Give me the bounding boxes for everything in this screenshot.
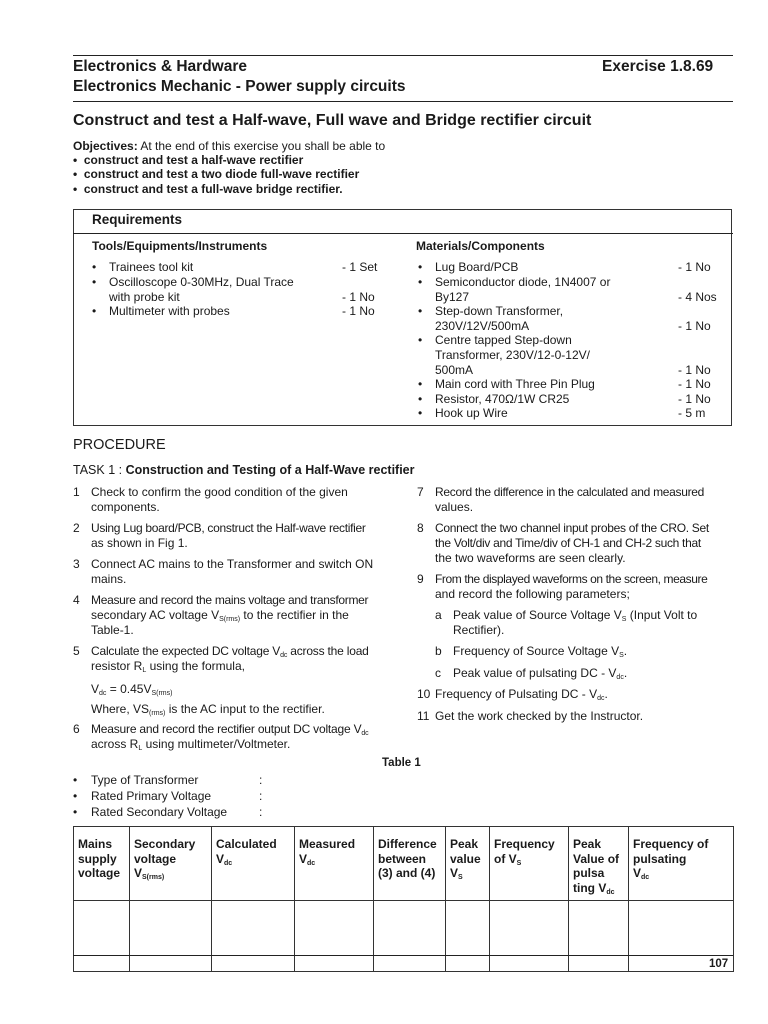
material-qty: - 1 No bbox=[678, 363, 711, 377]
material-qty: - 1 No bbox=[678, 260, 711, 274]
col-header: Mains supply voltage bbox=[74, 827, 130, 901]
header-subject: Electronics & Hardware bbox=[73, 58, 248, 75]
material-qty: - 4 Nos bbox=[678, 290, 717, 304]
col-header: Peak Value of pulsa ting $V_{dc}$ bbox=[569, 827, 629, 901]
readings-table bbox=[73, 826, 734, 972]
table-cell[interactable] bbox=[130, 901, 212, 972]
table-cell[interactable] bbox=[295, 901, 374, 972]
tools-heading: Tools/Equipments/Instruments bbox=[92, 239, 268, 253]
tool-qty: - 1 No bbox=[342, 304, 375, 318]
table-caption: Table 1 bbox=[382, 757, 421, 769]
task-heading: TASK 1 : Construction and Testing of a Half-Wave rectifier bbox=[73, 463, 415, 477]
exercise-number: Exercise 1.8.69 bbox=[602, 58, 714, 75]
table-row bbox=[74, 901, 734, 972]
header-bottom-rule bbox=[73, 101, 733, 102]
table-cell[interactable] bbox=[490, 901, 569, 972]
material-qty: - 5 m bbox=[678, 406, 706, 420]
col-header: Calculated $V_{dc}$ bbox=[212, 827, 295, 901]
objective-item: • construct and test a full-wave bridge rectifier. bbox=[73, 182, 343, 196]
col-header: Peak value $V_S$ bbox=[446, 827, 490, 901]
objectives-intro-text: At the end of this exercise you shall be able to bbox=[137, 139, 386, 153]
table-cell[interactable] bbox=[569, 901, 629, 972]
objectives-intro bbox=[73, 139, 385, 154]
material-qty: - 1 No bbox=[678, 377, 711, 391]
table-info-row: • Rated Secondary Voltage : bbox=[73, 805, 263, 819]
objectives-label: Objectives: bbox=[73, 139, 138, 153]
col-header: Secondary voltage $V_{S(rms)}$ bbox=[130, 827, 212, 901]
procedure-heading: PROCEDURE bbox=[73, 437, 166, 453]
col-header: Frequency of $V_S$ bbox=[490, 827, 569, 901]
table-header-row bbox=[74, 827, 734, 901]
objective-item: • construct and test a two diode full-wave rectifier bbox=[73, 167, 360, 181]
table-cell[interactable] bbox=[374, 901, 446, 972]
formula: $V_{dc} = 0.45V_{S(rms)}$ bbox=[91, 682, 173, 697]
tool-qty: - 1 No bbox=[342, 290, 375, 304]
header-top-rule bbox=[73, 55, 733, 56]
materials-heading: Materials/Components bbox=[416, 239, 545, 253]
table-cell[interactable] bbox=[212, 901, 295, 972]
table-cell[interactable] bbox=[74, 901, 130, 972]
col-header: Frequency of pulsating $V_{dc}$ bbox=[629, 827, 734, 901]
footer-rule bbox=[73, 955, 733, 956]
header-module: Electronics Mechanic - Power supply circuits bbox=[73, 78, 406, 95]
col-header: Difference between (3) and (4) bbox=[374, 827, 446, 901]
page-number: 107 bbox=[709, 958, 729, 970]
col-header: Measured $V_{dc}$ bbox=[295, 827, 374, 901]
table-info-row: • Type of Transformer : bbox=[73, 773, 263, 787]
material-qty: - 1 No bbox=[678, 392, 711, 406]
tool-qty: - 1 Set bbox=[342, 260, 378, 274]
material-qty: - 1 No bbox=[678, 319, 711, 333]
table-cell[interactable] bbox=[446, 901, 490, 972]
objective-item: • construct and test a half-wave rectifier bbox=[73, 153, 304, 167]
exercise-title: Construct and test a Half-wave, Full wave and Bridge rectifier circuit bbox=[73, 112, 592, 129]
requirements-divider bbox=[73, 233, 733, 234]
table-info-row: • Rated Primary Voltage : bbox=[73, 789, 263, 803]
requirements-heading: Requirements bbox=[92, 212, 183, 227]
